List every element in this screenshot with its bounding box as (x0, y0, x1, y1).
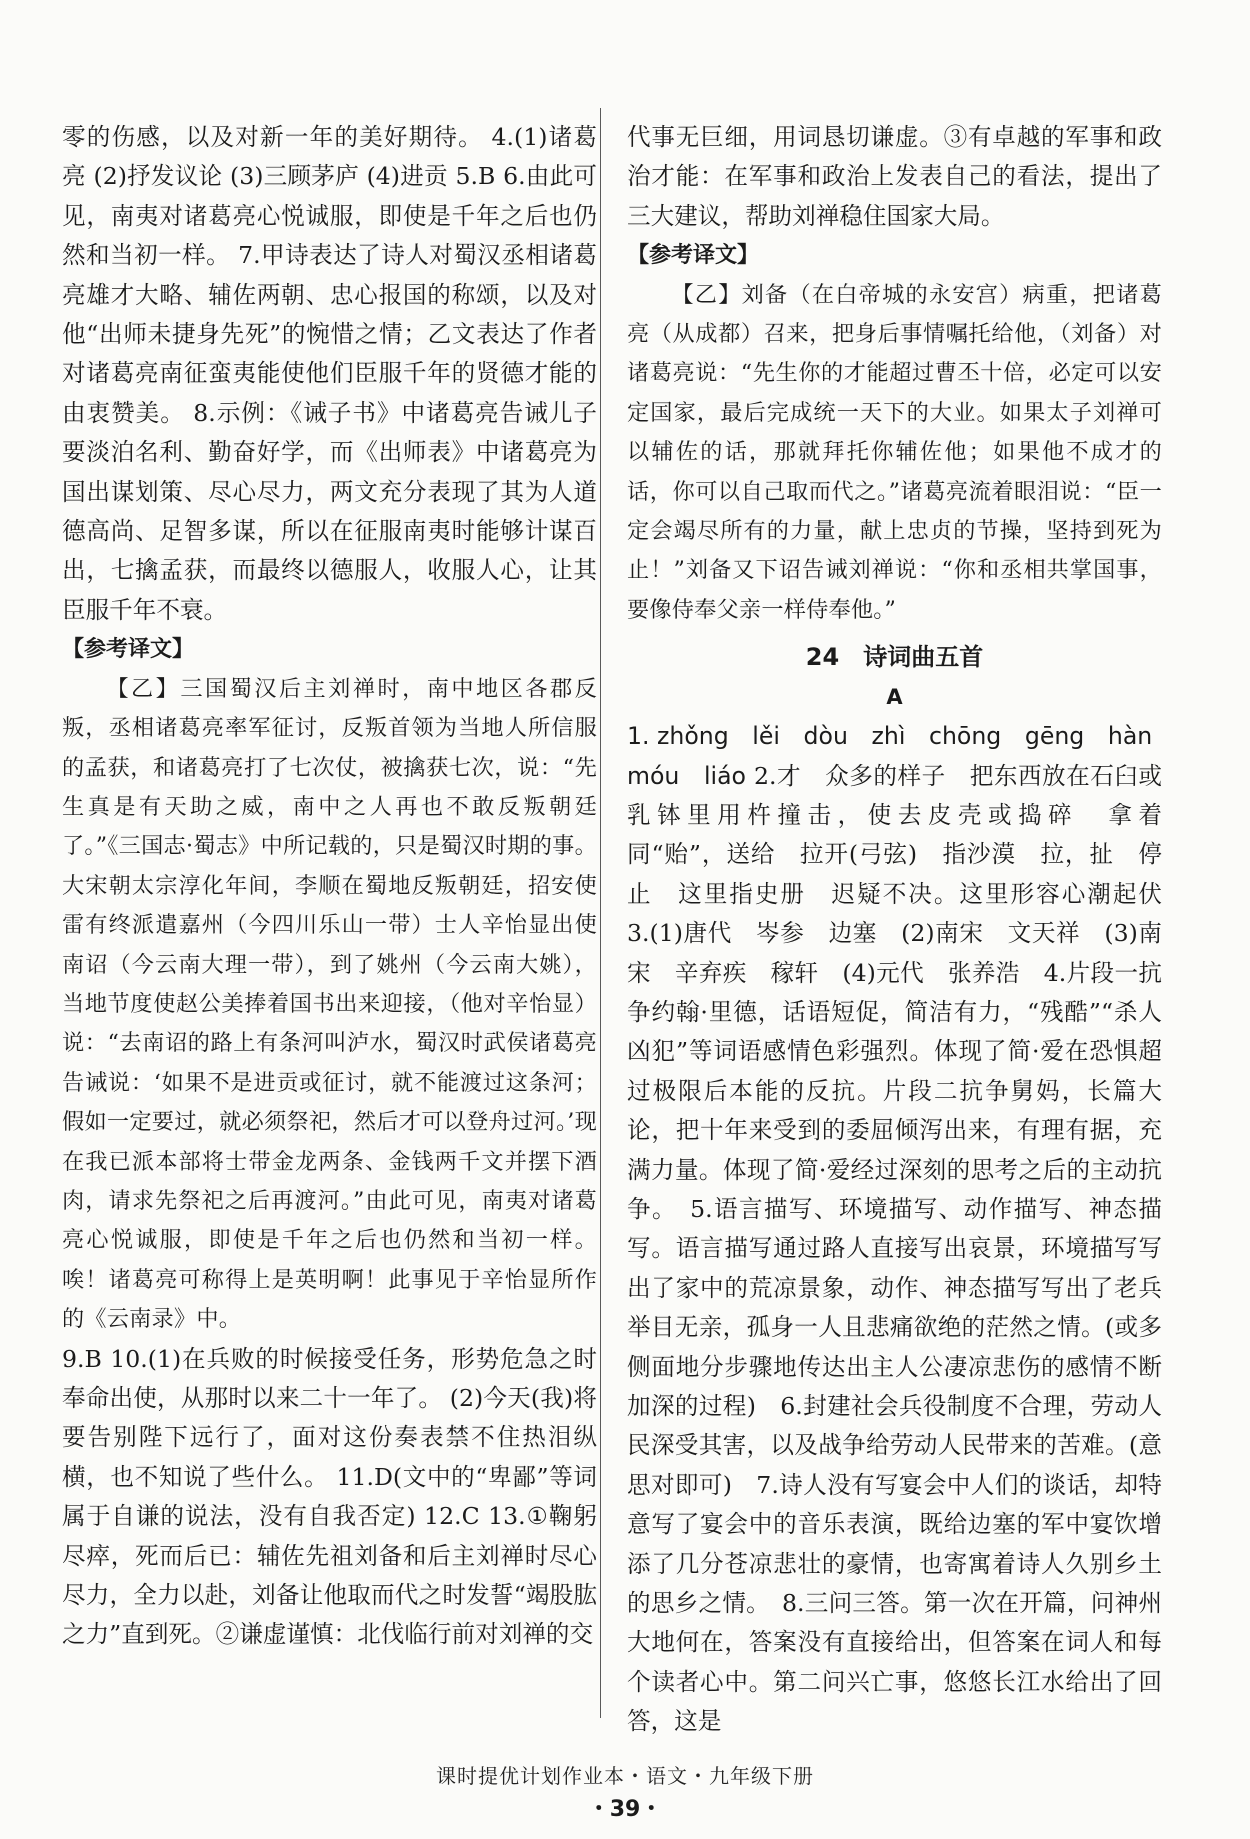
answers-text-3 (627, 757, 1186, 1742)
reference-translation-text: 【乙】三国蜀汉后主刘禅时，南中地区各郡反叛，丞相诸葛亮率军征讨，反叛首领为当地人所信服的孟获，和诸葛亮打了七次仗，被擒获七次，说：“先生真是有天助之威，南中之人再也不敢反叛朝廷了。”《三国志·蜀志》中所记载的，只是蜀汉时期的事。大宋朝太宗淳化年间，李顺在蜀地反叛朝廷，招安使雷有终派遣嘉州（今四川乐山一带）士人辛怡显出使南诏（今云南大理一带），到了姚州（今云南大姚），当地节度使赵公美捧着国书出来迎接，（他对辛怡显）说：“去南诏的路上有条河叫泸水，蜀汉时武侯诸葛亮告诫说：‘如果不是进贡或征讨，就不能渡过这条河；假如一定要过，就必须祭祀，然后才可以登舟过河。’现在我已派本部将士带金龙两条、金钱两千文并摆下酒肉，请求先祭祀之后再渡河。”由此可见，南夷对诸葛亮心悦诚服，即使是千年之后也仍然和当初一样。唉！诸葛亮可称得上是英明啊！此事见于辛怡显所作的《云南录》中。 (62, 675, 597, 1333)
pinyin-line-2: móu liáo (627, 761, 746, 790)
lesson-title: 24 诗词曲五首 (805, 643, 984, 672)
reference-translation-heading: 【参考译文】 (62, 637, 195, 663)
reference-translation-text-2: 【乙】刘备（在白帝城的永安宫）病重，把诸葛亮（从成都）召来，把身后事情嘱托给他，（刘备）对诸葛亮说：“先生你的才能超过曹丕十倍，必定可以安定国家，最后完成统一天下的大业。如果太子刘禅可以辅佐的话，那就拜托你辅佐他；如果他不成才的话，你可以自己取而代之。”诸葛亮流着眼泪说：“臣一定会竭尽所有的力量，献上忠贞的节操，坚持到死为止！”刘备又下诏告诫刘禅说：“你和丞相共掌国事，要像侍奉父亲一样侍奉他。” (627, 281, 1162, 623)
right-column (627, 118, 1186, 1742)
reference-translation-heading-2: 【参考译文】 (627, 243, 760, 269)
footer-book-title: 课时提优计划作业本・语文・九年级下册 (436, 1764, 814, 1788)
pinyin-line: 1. zhǒng lěi dòu zhì chōng gēng hàn (627, 722, 1153, 751)
page-number: ・39・ (587, 1797, 663, 1822)
answers-text-2: 9.B 10.(1)在兵败的时候接受任务，形势危急之时奉命出使，从那时以来二十一年了。 (2)今天(我)将要告别陛下远行了，面对这份奏表禁不住热泪纵横，也不知说了些什么。 11.D(文中的“卑鄙”等词属于自谦的说法，没有自我否定) 12.C 13.①鞠躬尽瘁，死而后已：辅佐先祖刘备和后主刘禅时尽心尽力，全力以赴，刘备让他取而代之时发誓“竭股肱之力”直到死。②谦虚谨慎：北伐临行前对刘禅的交 (62, 1344, 597, 1649)
column-divider (600, 108, 601, 1718)
section-label: A (886, 684, 903, 709)
answers-text-1: 零的伤感，以及对新一年的美好期待。 4.(1)诸葛亮 (2)抒发议论 (3)三顾茅庐 (4)进贡 5.B 6.由此可见，南夷对诸葛亮心悦诚服，即使是千年之后也仍然和当初一样。 7.甲诗表达了诗人对蜀汉丞相诸葛亮雄才大略、辅佐两朝、忠心报国的称颂，以及对他“出师未捷身先死”的惋惜之情；乙文表达了作者对诸葛亮南征蛮夷能使他们臣服千年的贤德才能的由衷赞美。 8.示例：《诫子书》中诸葛亮告诫儿子要淡泊名利、勤奋好学，而《出师表》中诸葛亮为国出谋划策、尽心尽力，两文充分表现了其为人道德高尚、足智多谋，所以在征服南夷时能够计谋百出，七擒孟获，而最终以德服人，收服人心，让其臣服千年不衰。 (62, 123, 597, 624)
answers-continued-text: 代事无巨细，用词恳切谦虚。③有卓越的军事和政治才能：在军事和政治上发表自己的看法，提出了三大建议，帮助刘禅稳住国家大局。 (627, 123, 1162, 230)
answers-text-3-body: 2.才 众多的样子 把东西放在石臼或乳钵里用杵撞击，使去皮壳或捣碎 拿着 同“贻”，送给 拉开(弓弦) 指沙漠 拉，扯 停止 这里指史册 迟疑不决。这里形容心潮起伏 3.(1)唐代 岑参 边塞 (2)南宋 文天祥 (3)南宋 辛弃疾 稼轩 (4)元代 张养浩 4.片段一抗争约翰·里德，话语短促，简洁有力，“残酷”“杀人凶犯”等词语感情色彩强烈。体现了简·爱在恐惧超过极限后本能的反抗。片段二抗争舅妈，长篇大论，把十年来受到的委屈倾泻出来，有理有据，充满力量。体现了简·爱经过深刻的思考之后的主动抗争。 5.语言描写、环境描写、动作描写、神态描写。语言描写通过路人直接写出哀景，环境描写写出了家中的荒凉景象，动作、神态描写写出了老兵举目无亲，孤身一人且悲痛欲绝的茫然之情。(或多侧面地分步骤地传达出主人公凄凉悲伤的感情不断加深的过程) 6.封建社会兵役制度不合理，劳动人民深受其害，以及战争给劳动人民带来的苦难。(意思对即可) 7.诗人没有写宴会中人们的谈话，却特意写了宴会中的音乐表演，既给边塞的军中宴饮增添了几分苍凉悲壮的豪情，也寄寓着诗人久别乡土的思乡之情。 8.三问三答。第一次在开篇，问神州大地何在，答案没有直接给出，但答案在词人和每个读者心中。第二问兴亡事，悠悠长江水给出了回答，这是 (627, 761, 1186, 1736)
left-column (62, 118, 597, 1655)
